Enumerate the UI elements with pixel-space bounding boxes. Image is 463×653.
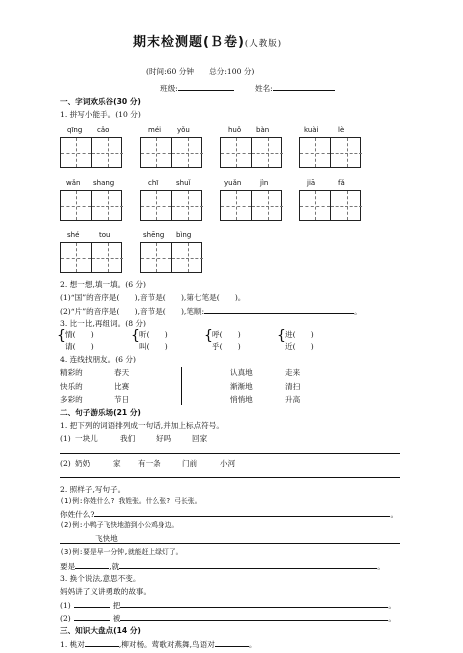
pinyin: shuǐ — [176, 179, 191, 187]
writing-grid[interactable] — [140, 190, 202, 221]
pinyin: bàn — [256, 126, 270, 134]
q4-title: 4. 连线找朋友。(6 分) — [60, 355, 136, 364]
writing-grid[interactable] — [299, 137, 361, 168]
brace-icon: { — [57, 328, 66, 344]
compare-item: 情( ) — [65, 330, 94, 339]
word-chip: 一块儿 — [75, 434, 98, 443]
match-item[interactable]: 走来 — [285, 368, 301, 377]
class-field — [160, 84, 234, 93]
word-chip: 我们 — [120, 434, 136, 443]
s2-q3-sentence: 妈妈讲了义讲勇敢的故事。 — [60, 587, 152, 596]
writing-grid[interactable] — [60, 137, 122, 168]
answer-prefix: 飞快地 — [95, 534, 118, 543]
s2-q1-title: 1. 把下列的词语排列成一句话,并加上标点符号。 — [60, 421, 224, 430]
answer-blank[interactable] — [215, 640, 249, 647]
match-item[interactable]: 清扫 — [285, 382, 301, 391]
answer-line[interactable] — [60, 477, 400, 478]
q2-line1: (1)“国”的音序是( ),音节是( ),第七笔是( )。 — [60, 293, 246, 302]
class-input-line[interactable] — [178, 84, 234, 91]
answer-blank[interactable] — [74, 601, 110, 608]
word-chip: 有一条 — [138, 459, 161, 468]
pinyin: cǎo — [97, 126, 110, 134]
word-chip: 奶奶 — [75, 459, 91, 468]
s2-q2-answer2 — [95, 535, 118, 543]
compare-item: 进( ) — [285, 330, 314, 339]
writing-grid[interactable] — [140, 242, 202, 273]
word-chip: 好吗 — [156, 434, 172, 443]
title-main: 期末检测题(Ｂ卷) — [133, 35, 245, 50]
writing-grid[interactable] — [220, 190, 282, 221]
name-label: 姓名: — [255, 84, 273, 93]
pinyin: chī — [148, 179, 159, 187]
page-title — [133, 36, 282, 49]
section1-title: 一、字词欢乐谷(30 分) — [60, 97, 141, 106]
compare-item: 请( ) — [65, 342, 94, 351]
s2-q1-line2-num: (2) — [60, 459, 71, 468]
stroke-order-line[interactable] — [204, 307, 354, 314]
q2-title: 2. 想一想,填一填。(6 分) — [60, 280, 146, 289]
compare-item: 听( ) — [139, 330, 168, 339]
answer-prefix: 你姓什么? — [60, 510, 95, 519]
match-item[interactable]: 比赛 — [114, 382, 130, 391]
pinyin: lè — [338, 126, 345, 134]
pinyin: méi — [148, 126, 162, 134]
pinyin: yuǎn — [224, 179, 242, 187]
answer-blank[interactable] — [75, 562, 109, 569]
example-sentence: (2)例:小鸭子飞快地游到小公鸡身边。 — [60, 521, 179, 529]
s2-q1-line1-num: (1) — [60, 434, 71, 443]
match-item[interactable]: 认真地 — [230, 368, 253, 377]
answer-line[interactable] — [119, 562, 377, 569]
answer-line[interactable] — [60, 453, 400, 454]
name-field — [255, 84, 335, 93]
q2-line2: (2)“片”的音序是( ),音节是( ),笔顺: 。 — [60, 307, 362, 316]
answer-keyword: 把 — [112, 601, 121, 610]
answer-keyword: 被 — [112, 614, 121, 623]
name-input-line[interactable] — [273, 84, 335, 91]
s3-q1-text: 。 — [248, 640, 257, 649]
pinyin: jiā — [307, 179, 316, 187]
s2-q3-title: 3. 换个说法,意思不变。 — [60, 574, 141, 583]
section3-title: 三、知识大盘点(14 分) — [60, 626, 141, 635]
pinyin: qīng — [67, 126, 83, 134]
match-item[interactable]: 悄悄地 — [230, 395, 253, 404]
answer-line[interactable] — [94, 510, 390, 517]
answer-middle: ,就 — [109, 562, 120, 571]
divider — [181, 367, 182, 405]
section2-title: 二、句子游乐场(21 分) — [60, 408, 141, 417]
pinyin: wǎn — [66, 179, 81, 187]
word-chip: 门前 — [182, 459, 198, 468]
title-suffix: (人教版) — [244, 39, 283, 49]
s3-q1-text: 1. 桃对 — [60, 640, 85, 649]
brace-icon: { — [204, 328, 213, 344]
compare-item: 叫( ) — [139, 342, 168, 351]
word-chip: 家 — [113, 459, 121, 468]
answer-line[interactable] — [60, 543, 400, 544]
answer-line[interactable] — [120, 601, 388, 608]
writing-grid[interactable] — [299, 190, 361, 221]
word-chip: 小河 — [220, 459, 236, 468]
time-info: (时间:60 分钟 总分:100 分) — [146, 67, 255, 76]
answer-blank[interactable] — [74, 614, 110, 621]
example-sentence: (1)例:你姓什么? 我姓张。什么张? 弓长张。 — [60, 497, 202, 505]
compare-item: 乎( ) — [212, 342, 241, 351]
pinyin: jìn — [260, 179, 269, 187]
q3-title: 3. 比一比,再组词。(8 分) — [60, 319, 146, 328]
class-label: 班级: — [160, 84, 178, 93]
s2-q2-answer1: 你姓什么? 。 — [60, 510, 399, 519]
pinyin: shé — [67, 231, 80, 239]
pinyin: yǒu — [177, 126, 190, 134]
match-item[interactable]: 渐渐地 — [230, 382, 253, 391]
match-item[interactable]: 升高 — [285, 395, 301, 404]
pinyin: bìng — [176, 231, 192, 239]
answer-line[interactable] — [120, 614, 388, 621]
match-item[interactable]: 节日 — [114, 395, 130, 404]
pinyin: huǒ — [228, 126, 242, 134]
writing-grid[interactable] — [60, 242, 122, 273]
s2-q2-answer3: 要是 ,就 。 — [60, 562, 385, 571]
q2-line2-text: (2)“片”的音序是( ),音节是( ),笔顺: — [60, 307, 205, 316]
pinyin: kuài — [304, 126, 319, 134]
match-item[interactable]: 多彩的 — [60, 395, 83, 404]
q1-title: 1. 拼写小能手。(10 分) — [60, 110, 141, 119]
match-item[interactable]: 精彩的 — [60, 368, 83, 377]
pinyin: shang — [93, 179, 115, 187]
pinyin: tou — [99, 231, 111, 239]
answer-blank[interactable] — [85, 640, 119, 647]
answer-num: (1) — [60, 601, 71, 610]
answer-prefix: 要是 — [60, 562, 76, 571]
pinyin: fǎ — [338, 179, 345, 187]
s2-q3-answer1: (1) 把 。 — [60, 601, 396, 610]
s2-q2-title: 2. 照样子,写句子。 — [60, 485, 126, 494]
s3-q1-text: ,柳对杨。莺歌对燕舞,鸟语对 — [118, 640, 215, 649]
brace-icon: { — [277, 328, 286, 344]
compare-item: 近( ) — [285, 342, 314, 351]
s3-q1 — [60, 640, 256, 649]
example-sentence: (3)例:要是早一分钟,就能赶上绿灯了。 — [60, 548, 183, 556]
writing-grid[interactable] — [140, 137, 202, 168]
word-chip: 回家 — [192, 434, 208, 443]
match-item[interactable]: 快乐的 — [60, 382, 83, 391]
brace-icon: { — [131, 328, 140, 344]
writing-grid[interactable] — [220, 137, 282, 168]
compare-item: 呼( ) — [212, 330, 241, 339]
answer-num: (2) — [60, 614, 71, 623]
s2-q3-answer2: (2) 被 。 — [60, 614, 396, 623]
match-item[interactable]: 春天 — [114, 368, 130, 377]
pinyin: shēng — [143, 231, 165, 239]
writing-grid[interactable] — [60, 190, 122, 221]
